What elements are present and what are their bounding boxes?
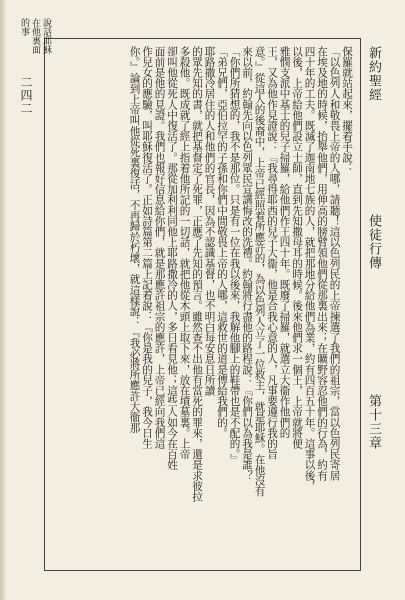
text-body (52, 46, 353, 564)
book-title: 新約聖經 (366, 46, 381, 102)
text-column: 王，又為他作見證說：『我尋得耶西的兒子大衞，他是合我心意的人，凡事要遵行我的旨 (266, 46, 278, 460)
book-section: 使徒行傳 (366, 214, 381, 270)
text-column: 「弟兄們，亞伯拉罕的子孫和你們中間敬畏上帝的人哪，這救世的道是傳給我們的。 (216, 46, 228, 439)
chapter-title: 第十三章 (366, 394, 381, 450)
text-column: 雅憫支派中基士的兒子掃羅，給他們作王四十年。既廢了掃羅，就選立大衞作他們的 (278, 46, 291, 439)
text-column: 作兒女的應驗，叫耶穌復活了。正如詩篇第二篇上記着說：『你是我的兒子，我今日生 (141, 46, 153, 449)
text-column: 面前是他的見證。我們也報好信息給你們，就是那應許祖宗的應許，上帝已經向我們這 (153, 46, 166, 449)
text-column: 四十年的工夫。既滅了迦南地七族的人，就把那地分給他們為業，約有四百五十年。這事以後， (303, 46, 316, 492)
text-column: 的眾先知的書，就把基督定了死罪，正應了先知的預言。雖然查不出他有當死的罪來，還是求彼拉 (191, 46, 203, 502)
text-column: 來以前，約翰先向以色列眾民宣講悔改的洗禮。約翰將行盡他的路程說：『你們以為我是誰？ (241, 46, 253, 481)
text-column: 以後，上帝給他們設立士師，直到先知撒母耳的時候。後來他們求一個王，上帝就將便 (291, 46, 303, 449)
text-column: 「以色列人和敬畏上帝的人哪，請聽！這以色列民的上帝揀選了我們的祖宗，當以色列民寄居 (328, 46, 341, 481)
left-rule (44, 38, 45, 570)
binding-edge (0, 0, 6, 600)
bottom-rule (44, 570, 361, 571)
text-column: 在埃及地的時候，抬舉他們，用伸高的膀臂領他們從那裏出來；在曠野容忍他們的行為，約有 (316, 46, 328, 481)
top-rule (44, 38, 361, 39)
text-column: 多殺他。既成就了經上指着他所記的一切話，就把他從木頭上取下來，放在墳墓裏。上帝 (178, 46, 191, 460)
text-column: 卻叫他從死人中復活了。那從加利利同他上耶路撒冷的人，多日看見他；這些人如今在百姓 (166, 46, 178, 470)
text-column: 耶路撒冷居住的人和他們的官長，因為不認識基督，也不明白每安息日所讀 (203, 46, 216, 396)
text-column: 保羅就站起來，擺着手說： (341, 46, 353, 174)
text-column: 「你們所猜想的，我不是那位。只是有一位在我以後來，我解他腳上的鞋帶也是不配的。』 (228, 46, 241, 465)
right-rule (360, 38, 361, 570)
margin-note: 說話耶穌在他裏面的事 (19, 18, 51, 54)
text-column: 意。』從這人的後裔中，上帝已經照着所應許的，為以色列人立了一位救主，就是耶穌。在他沒有 (253, 46, 266, 497)
text-column: 你。』論到上帝叫他從死裏復活，不再歸於朽壞，就這樣說：『我必將所應許大衞那 (128, 46, 141, 433)
page-number: 二四二 (19, 76, 33, 115)
